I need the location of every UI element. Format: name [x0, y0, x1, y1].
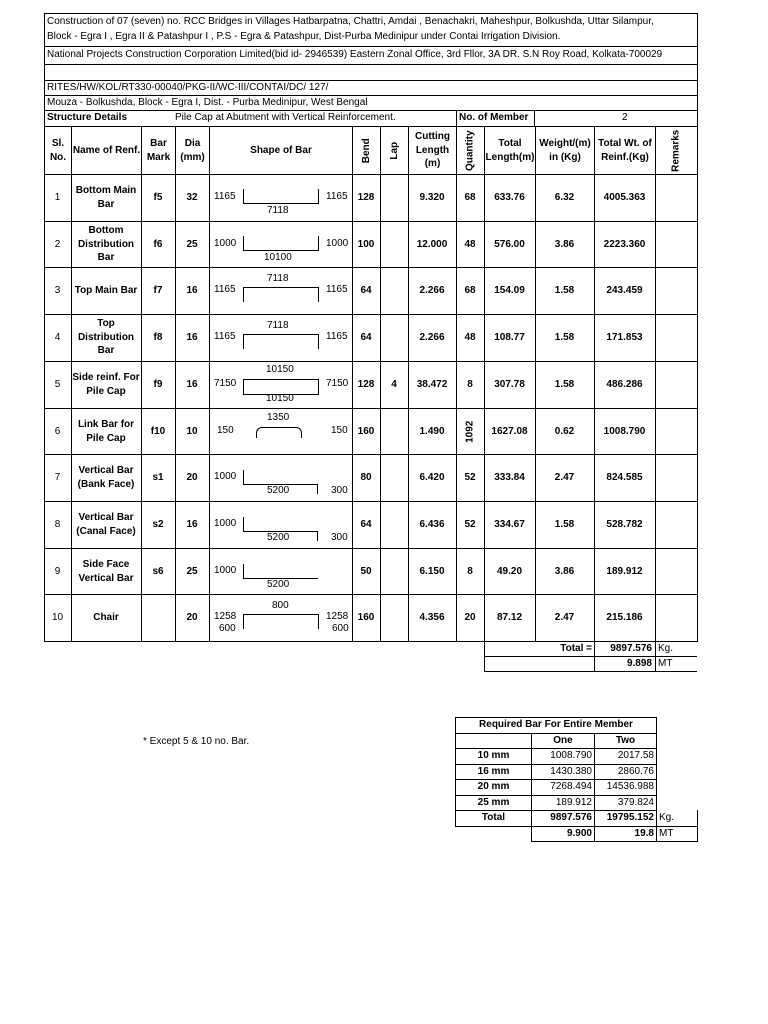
cell-sl: 2 — [54, 238, 61, 250]
cell-dia: 16 — [186, 518, 198, 530]
summary-col-two: Two — [615, 734, 636, 746]
cell-cut: 6.150 — [419, 565, 445, 577]
cell-totwt: 1008.790 — [603, 425, 646, 437]
shape-left-dim: 1165 — [214, 284, 236, 295]
shape-right-dim: 1000 — [326, 238, 349, 249]
cell-name: Top Distribution Bar — [77, 318, 135, 357]
bar-shape-sketch — [209, 314, 352, 361]
structure-details-label: Structure Details — [47, 112, 128, 123]
summary-label-cell: 20 mm — [477, 780, 510, 792]
cell-totwt: 189.912 — [606, 565, 643, 577]
column-header-cut: Cutting Length (m) — [415, 131, 450, 170]
cell-mark — [142, 595, 174, 640]
cell-total: 633.76 — [494, 191, 525, 203]
cell-total: 87.12 — [496, 611, 523, 623]
cell-weight: 6.32 — [554, 191, 575, 203]
shape-bottom-dim: 7118 — [267, 205, 289, 216]
bar-shape-line — [256, 427, 302, 438]
cell-name: Bottom Main Bar — [75, 185, 137, 210]
shape-left-dim: 1165 — [214, 191, 236, 202]
cell-mark: f5 — [153, 191, 163, 203]
cell-name: Vertical Bar (Bank Face) — [77, 465, 135, 490]
cell-total: 108.77 — [494, 331, 525, 343]
shape-left-dim: 7150 — [214, 378, 237, 389]
bar-shape-sketch — [209, 174, 352, 221]
cell-sl: 8 — [54, 518, 61, 530]
summary-two-cell: 2017.58 — [617, 749, 654, 761]
cell-dia: 20 — [186, 471, 198, 483]
bar-shape-line — [243, 614, 319, 629]
cell-name: Top Main Bar — [74, 284, 138, 296]
shape-bottom-dim: 10150 — [266, 393, 294, 404]
cell-dia: 16 — [186, 284, 198, 296]
shape-left-dim: 150 — [217, 425, 234, 436]
summary-label-cell: 25 mm — [477, 796, 510, 808]
shape-tail-dim: 300 — [331, 532, 348, 543]
cell-lap — [381, 455, 407, 500]
cell-weight: 2.47 — [554, 471, 575, 483]
cell-lap — [381, 175, 407, 220]
cell-dia: 20 — [186, 611, 198, 623]
cell-mark: f6 — [153, 238, 163, 250]
bar-shape-sketch — [209, 221, 352, 268]
shape-bottom-dim: 10100 — [264, 252, 292, 263]
member-count-label: No. of Member — [459, 112, 529, 123]
cell-qty-text: 1092 — [464, 420, 476, 443]
column-header-totwt: Total Wt. of Reinf.(Kg) — [598, 138, 652, 163]
bar-shape-sketch — [209, 267, 352, 314]
bar-shape-sketch — [209, 361, 352, 408]
column-header-remarks — [656, 127, 697, 174]
shape-top-dim: 10150 — [266, 364, 294, 375]
cell-bend: 50 — [360, 565, 372, 577]
cell-bend: 64 — [360, 284, 372, 296]
cell-totwt: 2223.360 — [603, 238, 646, 250]
structure-details-value: Pile Cap at Abutment with Vertical Reinforcement. — [175, 112, 396, 123]
shape-tail-dim: 300 — [331, 485, 348, 496]
column-header-weight: Weight/(m) in (Kg) — [539, 138, 591, 163]
shape-right-foot-dim: 600 — [332, 623, 349, 634]
cell-lap — [381, 549, 407, 594]
cell-lap — [381, 409, 407, 454]
shape-right-dim: 1258 — [326, 611, 349, 622]
cell-weight: 3.86 — [554, 238, 575, 250]
cell-cut: 1.490 — [419, 425, 445, 437]
total-mt-value: 9.898 — [626, 657, 652, 669]
cell-totwt: 824.585 — [606, 471, 643, 483]
member-count-value: 2 — [622, 112, 628, 123]
cell-sl: 9 — [54, 565, 61, 577]
cell-dia: 16 — [186, 378, 198, 390]
summary-total-one: 9897.576 — [550, 812, 592, 824]
shape-top-dim: 800 — [272, 600, 289, 611]
summary-two-cell: 2860.76 — [617, 765, 654, 777]
shape-right-dim: 1165 — [326, 191, 348, 202]
cell-mark: s2 — [152, 518, 164, 530]
cell-mark: f8 — [153, 331, 163, 343]
cell-totwt: 215.186 — [606, 611, 643, 623]
cell-cut: 12.000 — [416, 238, 448, 250]
summary-one-cell: 1008.790 — [550, 749, 592, 761]
cell-bend: 64 — [360, 518, 372, 530]
shape-left-dim: 1000 — [214, 518, 237, 529]
cell-cut: 6.436 — [419, 518, 445, 530]
bar-shape-line — [243, 189, 319, 204]
cell-cut: 9.320 — [419, 191, 445, 203]
cell-qty: 20 — [464, 611, 476, 623]
cell-mark: s6 — [152, 565, 164, 577]
column-header-lap — [381, 127, 408, 174]
cell-bend: 128 — [357, 191, 375, 203]
bar-shape-sketch — [209, 501, 352, 548]
bar-shape-line — [243, 236, 319, 251]
mouza-line: Mouza - Bolkushda, Block - Egra I, Dist. - Purba Medinipur, West Bengal — [47, 97, 368, 108]
bar-shape-sketch — [209, 454, 352, 501]
summary-title: Required Bar For Entire Member — [479, 719, 633, 731]
summary-total-unit: Kg. — [659, 812, 675, 824]
cell-name: Chair — [93, 611, 119, 623]
total-kg-unit: Kg. — [658, 642, 674, 654]
summary-mt-one: 9.900 — [566, 827, 592, 839]
cell-qty: 8 — [467, 565, 473, 577]
cell-cut: 4.356 — [419, 611, 445, 623]
cell-total: 49.20 — [496, 565, 523, 577]
column-header-qty — [457, 127, 484, 174]
cell-cut: 2.266 — [419, 284, 445, 296]
shape-bottom-dim: 5200 — [267, 579, 290, 590]
cell-total: 576.00 — [494, 238, 525, 250]
bar-shape-sketch — [209, 548, 352, 595]
cell-bend: 160 — [357, 425, 375, 437]
cell-name: Side Face Vertical Bar — [78, 559, 134, 584]
bar-shape-line — [243, 287, 319, 302]
shape-right-dim: 150 — [331, 425, 348, 436]
cell-sl: 10 — [51, 611, 64, 623]
shape-bottom-dim: 5200 — [267, 485, 290, 496]
cell-total: 307.78 — [494, 378, 525, 390]
cell-bend: 160 — [357, 611, 375, 623]
summary-mt-two: 19.8 — [634, 827, 654, 839]
bar-shape-sketch — [209, 594, 352, 641]
cell-total: 334.67 — [494, 518, 525, 530]
summary-one-cell: 189.912 — [555, 796, 592, 808]
cell-total: 1627.08 — [491, 425, 528, 437]
column-header-name: Name of Renf. — [72, 144, 141, 156]
cell-dia: 25 — [186, 238, 198, 250]
cell-qty: 68 — [464, 191, 476, 203]
cell-name: Vertical Bar (Canal Face) — [76, 512, 136, 537]
summary-one-cell: 7268.494 — [550, 780, 592, 792]
column-header-mark: Bar Mark — [146, 138, 171, 163]
shape-left-dim: 1000 — [214, 471, 237, 482]
cell-mark: f9 — [153, 378, 163, 390]
summary-col-one: One — [553, 734, 573, 746]
cell-totwt: 171.853 — [606, 331, 643, 343]
cell-bend: 100 — [357, 238, 375, 250]
cell-weight: 1.58 — [554, 284, 575, 296]
column-header-lap-text: Lap — [388, 141, 400, 160]
summary-label-cell: 10 mm — [477, 749, 510, 761]
total-label: Total = — [560, 642, 592, 654]
cell-dia: 16 — [186, 331, 198, 343]
cell-qty: 52 — [464, 471, 476, 483]
bar-shape-line — [243, 470, 318, 485]
project-title-line-2: Block - Egra I , Egra II & Patashpur I , P.S - Egra & Patashpur, Dist-Purba Medinipur under Contai Irrigation Division. — [47, 31, 561, 42]
shape-left-dim: 1258 — [214, 611, 237, 622]
cell-lap — [381, 315, 407, 360]
shape-left-dim: 1000 — [214, 238, 237, 249]
cell-lap — [381, 595, 407, 640]
summary-two-cell: 379.824 — [617, 796, 654, 808]
cell-weight: 3.86 — [554, 565, 575, 577]
bar-shape-line — [317, 484, 318, 494]
cell-qty — [457, 409, 483, 454]
contractor-line: National Projects Construction Corporation Limited(bid id- 2946539) Eastern Zonal Office, 3rd Fllor, 3A DR. S.N Roy Road, Kolkata-700029 — [47, 49, 663, 60]
cell-lap — [381, 222, 407, 267]
cell-qty: 8 — [467, 378, 473, 390]
bar-shape-sketch — [209, 408, 352, 455]
shape-top-dim: 1350 — [267, 412, 290, 423]
summary-one-cell: 1430.380 — [550, 765, 592, 777]
summary-mt-unit: MT — [659, 827, 674, 839]
bar-shape-line — [243, 334, 319, 349]
shape-bottom-dim: 5200 — [267, 532, 290, 543]
column-header-shape: Shape of Bar — [250, 144, 312, 156]
cell-dia: 32 — [186, 191, 198, 203]
cell-sl: 1 — [54, 191, 61, 203]
cell-cut: 6.420 — [419, 471, 445, 483]
shape-right-dim: 7150 — [326, 378, 349, 389]
shape-right-dim: 1165 — [326, 284, 348, 295]
shape-left-foot-dim: 600 — [219, 623, 236, 634]
column-header-bend — [353, 127, 380, 174]
cell-qty: 48 — [464, 238, 476, 250]
cell-totwt: 528.782 — [606, 518, 643, 530]
summary-total-two: 19795.152 — [606, 812, 654, 824]
cell-bend: 80 — [360, 471, 372, 483]
column-header-dia: Dia (mm) — [180, 138, 205, 163]
cell-name: Link Bar for Pile Cap — [77, 419, 135, 444]
cell-qty: 68 — [464, 284, 476, 296]
cell-lap — [381, 268, 407, 313]
bar-shape-line — [243, 517, 318, 532]
cell-total: 154.09 — [494, 284, 525, 296]
cell-weight: 1.58 — [554, 331, 575, 343]
bar-shape-line — [317, 531, 318, 541]
shape-top-dim: 7118 — [267, 320, 289, 331]
cell-totwt: 486.286 — [606, 378, 643, 390]
cell-totwt: 243.459 — [606, 284, 643, 296]
cell-weight: 1.58 — [554, 378, 575, 390]
summary-total-label: Total — [481, 812, 506, 824]
shape-left-dim: 1165 — [214, 331, 236, 342]
column-header-remarks-text: Remarks — [670, 129, 682, 172]
cell-weight: 2.47 — [554, 611, 575, 623]
column-header-bend-text: Bend — [360, 138, 372, 163]
column-header-qty-text: Quantity — [464, 130, 476, 171]
cell-total: 333.84 — [494, 471, 525, 483]
cell-lap — [381, 502, 407, 547]
column-header-total: Total Length(m) — [485, 138, 535, 163]
reference-number: RITES/HW/KOL/RT330-00040/PKG-II/WC-III/CONTAI/DC/ 127/ — [47, 82, 329, 93]
cell-dia: 25 — [186, 565, 198, 577]
cell-name: Bottom Distribution Bar — [77, 225, 135, 264]
total-kg-value: 9897.576 — [610, 642, 652, 654]
cell-sl: 6 — [54, 425, 61, 437]
cell-mark: s1 — [152, 471, 164, 483]
cell-lap: 4 — [391, 378, 397, 390]
total-mt-unit: MT — [658, 657, 673, 669]
cell-mark: f7 — [153, 284, 163, 296]
cell-totwt: 4005.363 — [603, 191, 646, 203]
project-title-line-1: Construction of 07 (seven) no. RCC Bridges in Villages Hatbarpatna, Chattri, Amdai , Benachakri, Maheshpur, Bolkushda, Uttar Silampur, — [47, 16, 654, 27]
cell-qty: 52 — [464, 518, 476, 530]
summary-two-cell: 14536.988 — [606, 780, 654, 792]
footnote: * Except 5 & 10 no. Bar. — [143, 736, 250, 747]
cell-name: Side reinf. For Pile Cap — [72, 372, 140, 397]
summary-label-cell: 16 mm — [477, 765, 510, 777]
cell-sl: 3 — [54, 284, 61, 296]
cell-sl: 4 — [54, 331, 61, 343]
column-header-sl: Sl. No. — [49, 138, 67, 163]
cell-sl: 5 — [54, 378, 61, 390]
cell-cut: 2.266 — [419, 331, 445, 343]
shape-left-dim: 1000 — [214, 565, 237, 576]
cell-sl: 7 — [54, 471, 61, 483]
cell-cut: 38.472 — [416, 378, 448, 390]
cell-qty: 48 — [464, 331, 476, 343]
bar-shape-line — [243, 564, 318, 579]
shape-top-dim: 7118 — [267, 273, 289, 284]
cell-dia: 10 — [186, 425, 198, 437]
cell-bend: 64 — [360, 331, 372, 343]
cell-mark: f10 — [150, 425, 166, 437]
cell-weight: 0.62 — [554, 425, 575, 437]
shape-right-dim: 1165 — [326, 331, 348, 342]
cell-bend: 128 — [357, 378, 375, 390]
cell-weight: 1.58 — [554, 518, 575, 530]
